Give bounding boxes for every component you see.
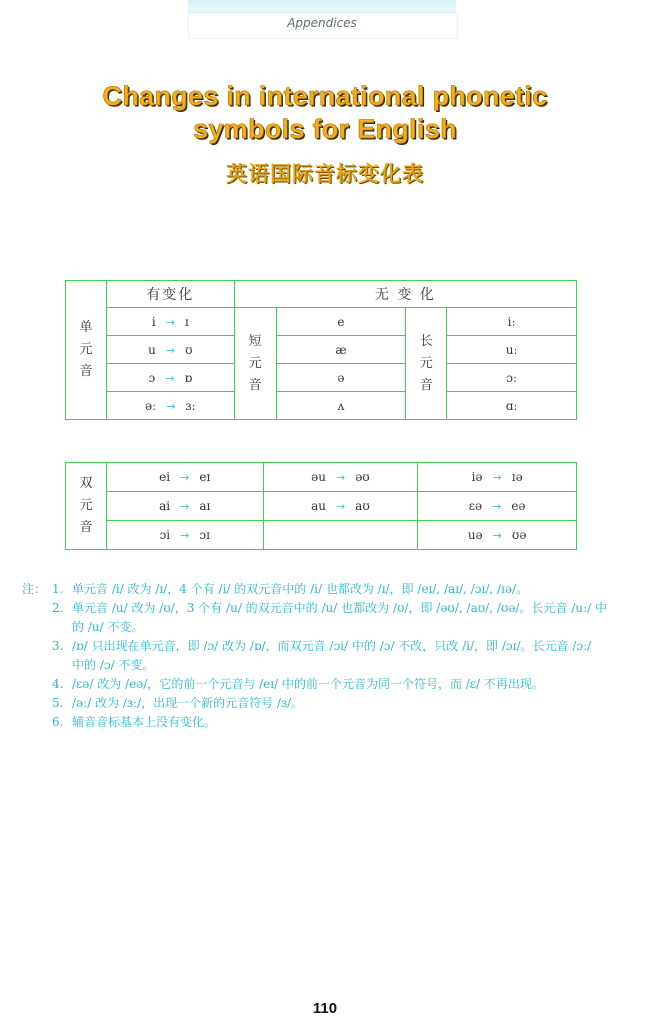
notes-prefix: 注： <box>22 582 47 596</box>
page-title-english <box>30 80 620 146</box>
note-item: 6. 辅音音标基本上没有变化。 <box>52 715 217 729</box>
long-vowel-cell: ɑː <box>447 392 577 420</box>
arrow-icon: → <box>180 529 190 542</box>
note-item: 2. 单元音 /u/ 改为 /ʊ/，3 个有 /u/ 的双元音中的 /u/ 也都改为 /ʊ/，即 /əʊ/, /aʊ/, /ʊə/。长元音 /uː/ 中 <box>52 601 607 615</box>
diphthong-cell: ɛə → eə <box>418 492 577 521</box>
diphthong-cell-empty <box>263 521 418 550</box>
arrow-icon: → <box>165 315 175 329</box>
long-vowel-cell: ɔː <box>447 364 577 392</box>
page-title-chinese: 英语国际音标变化表 <box>226 161 424 186</box>
diphthong-cell: au → aʊ <box>263 492 418 521</box>
title-line-2: symbols for English <box>193 114 457 144</box>
arrow-icon: → <box>492 500 502 513</box>
unchanged-header: 无 变 化 <box>234 281 576 308</box>
note-item: 3. /ɒ/ 只出现在单元音，即 /ɔ/ 改为 /ɒ/，而双元音 /ɔi/ 中的 /ɔ/ 不改，只改 /i/，即 /ɔɪ/。长元音 /ɔː/ <box>52 639 592 653</box>
diphthong-cell: əu → əʊ <box>263 463 418 492</box>
arrow-icon: → <box>166 399 176 413</box>
arrow-icon: → <box>335 471 346 484</box>
diphthong-cell: uə → ʊə <box>418 521 577 550</box>
changed-header: 有变化 <box>106 281 234 308</box>
arrow-icon: → <box>165 343 176 357</box>
changed-cell: u → ʊ <box>106 336 234 364</box>
arrow-icon: → <box>492 471 502 484</box>
note-continuation: 中的 /ɔ/ 不变。 <box>72 658 155 672</box>
section-label: Appendices <box>287 16 357 30</box>
changed-cell: ɔ → ɒ <box>106 364 234 392</box>
note-item: 注： 1. 单元音 /i/ 改为 /ɪ/，4 个有 /i/ 的双元音中的 /i/ 也都改为 /ɪ/，即 /eɪ/, /aɪ/, /ɔɪ/, /ɪə/。 <box>22 580 622 599</box>
notes-section <box>22 580 622 732</box>
short-vowel-cell: æ <box>276 336 406 364</box>
note-item: 5. /əː/ 改为 /ɜː/，出现一个新的元音符号 /ɜ/。 <box>52 696 304 710</box>
diphthong-cell: ɔi → ɔɪ <box>106 521 263 550</box>
diphthong-cell: ai → aɪ <box>106 492 263 521</box>
title-line-1: Changes in international phonetic <box>102 81 548 111</box>
monophthong-table <box>65 280 577 420</box>
arrow-icon: → <box>492 529 502 542</box>
arrow-icon: → <box>180 500 190 513</box>
monophthong-label: 单 元 音 <box>66 281 107 420</box>
arrow-icon: → <box>165 371 175 385</box>
arrow-icon: → <box>180 471 190 484</box>
diphthong-table <box>65 462 577 550</box>
long-vowel-label: 长 元 音 <box>406 308 447 420</box>
changed-cell: əː → ɜː <box>106 392 234 420</box>
note-continuation: 的 /u/ 不变。 <box>72 620 144 634</box>
short-vowel-cell: ʌ <box>276 392 406 420</box>
long-vowel-cell: uː <box>447 336 577 364</box>
page-number: 110 <box>312 1000 338 1017</box>
short-vowel-label: 短 元 音 <box>234 308 276 420</box>
long-vowel-cell: iː <box>447 308 577 336</box>
arrow-icon: → <box>335 500 346 513</box>
changed-cell: i → ɪ <box>106 308 234 336</box>
note-item: 4. /ɛə/ 改为 /eə/，它的前一个元音与 /eɪ/ 中的前一个元音为同一个符号，而 /ɛ/ 不再出现。 <box>52 677 544 691</box>
diphthong-label: 双 元 音 <box>66 463 107 550</box>
diphthong-cell: iə → ɪə <box>418 463 577 492</box>
short-vowel-cell: e <box>276 308 406 336</box>
diphthong-cell: ei → eɪ <box>106 463 263 492</box>
short-vowel-cell: ə <box>276 364 406 392</box>
